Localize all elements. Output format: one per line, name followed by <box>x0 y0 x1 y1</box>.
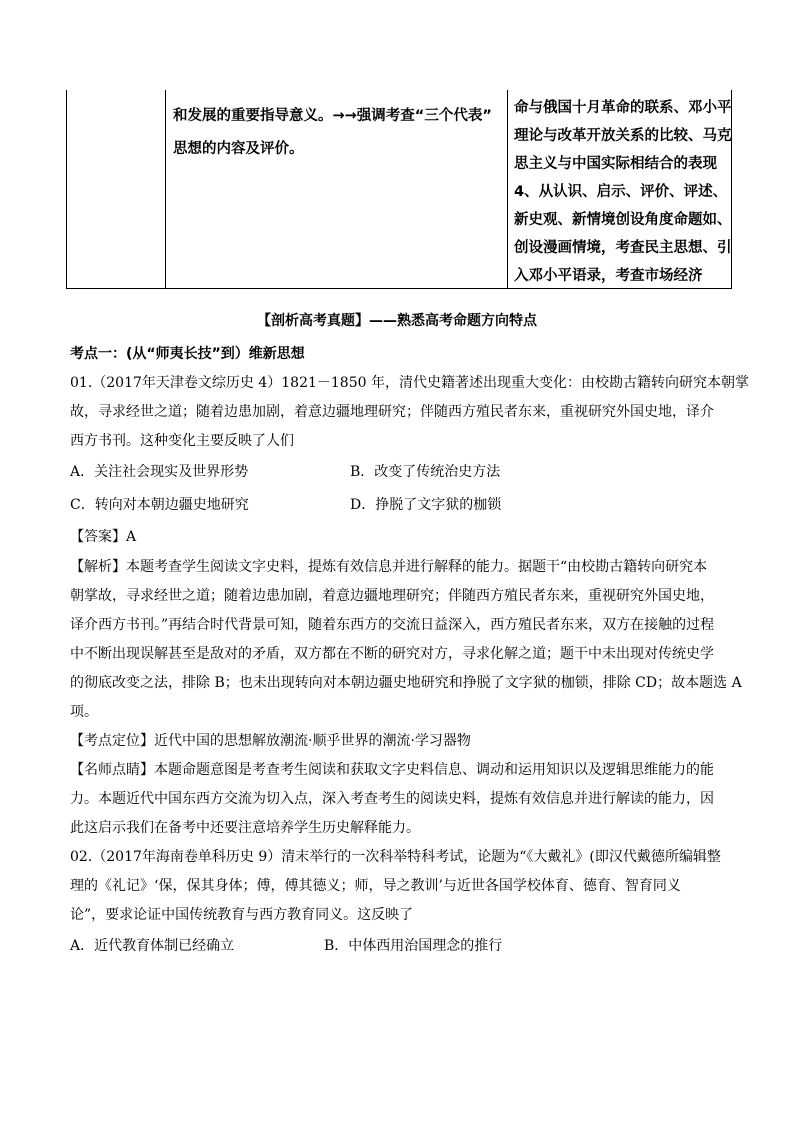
q1-options-row-1 <box>70 456 730 489</box>
q1-stem-line: 西方书刊。这种变化主要反映了人们 <box>70 433 294 449</box>
table-cell-line: 入邓小平语录，考查市场经济 <box>514 268 703 284</box>
q1-analysis-line: 译介西方书刊。”再结合时代背景可知，随着东西方的交流日益深入，西方殖民者东来，双方在接触的过程 <box>70 617 715 633</box>
table-cell-line: 新史观、新情境创设角度命题如、 <box>514 212 732 228</box>
table-cell-requirements <box>173 100 503 166</box>
table-cell-line: 和发展的重要指导意义。→→强调考查“三个代表” <box>173 108 492 124</box>
table-divider-1 <box>165 90 166 288</box>
q2-options-row-1 <box>70 930 730 963</box>
q1-answer: 【答案】A <box>70 529 137 545</box>
q1-options-row-2 <box>70 489 730 522</box>
section-heading: 【剖析高考真题】——熟悉高考命题方向特点 <box>257 313 537 329</box>
q1-stem-line: 故，寻求经世之道；随着边患加剧，着意边疆地理研究；伴随西方殖民者东来，重视研究外国史地，译介 <box>70 404 714 420</box>
table-divider-2 <box>507 90 508 288</box>
q1-analysis-line: 朝掌故，寻求经世之道；随着边患加剧，着意边疆地理研究；伴随西方殖民者东来，重视研究外国史地， <box>70 588 714 604</box>
q1-stem-line: 01.（2017年天津卷文综历史 4）1821－1850 年，清代史籍著述出现重大变化：由校勘古籍转向研究本朝掌 <box>70 375 749 391</box>
q1-option-c: C．转向对本朝边疆史地研究 <box>70 497 249 513</box>
table-cell-line: 4、从认识、启示、评价、评述、 <box>514 184 728 200</box>
table-cell-forecast <box>514 94 732 290</box>
q1-location: 【考点定位】近代中国的思想解放潮流·顺乎世界的潮流·学习器物 <box>70 733 471 749</box>
q2-option-a: A．近代教育体制已经确立 <box>70 938 235 954</box>
q1-analysis-line: 的彻底改变之法，排除 B；也未出现转向对本朝边疆史地研究和挣脱了文字狱的枷锁，排除 CD；故本题选 A <box>70 675 742 691</box>
q1-analysis-line: 【解析】本题考查学生阅读文字史料，提炼有效信息并进行解释的能力。据题干“由校勘古籍转向研究本 <box>70 559 708 575</box>
q2-stem-line: 论”，要求论证中国传统教育与西方教育同义。这反映了 <box>70 907 414 923</box>
q1-option-a: A．关注社会现实及世界形势 <box>70 464 249 480</box>
kaodian-title: 考点一：(从“师夷长技”到）维新思想 <box>70 346 305 362</box>
q1-comment-line: 此这启示我们在备考中还要注意培养学生历史解释能力。 <box>70 820 420 836</box>
question-block-1 <box>70 340 749 963</box>
q1-analysis-line: 项。 <box>70 704 98 720</box>
q1-analysis-line: 中不断出现误解甚至是敌对的矛盾，双方都在不断的研究对方，寻求化解之道；题干中未出现对传统史学 <box>70 646 714 662</box>
q2-option-b: B．中体西用治国理念的推行 <box>324 938 503 954</box>
q2-stem-line: 02.（2017年海南卷单科历史 9）清末举行的一次科举特科考试，论题为“《大戴礼》(即汉代戴德所编辑整 <box>70 849 721 865</box>
table-cell-line: 创设漫画情境，考查民主思想、引 <box>514 240 732 256</box>
q1-comment-line: 力。本题近代中国东西方交流为切入点，深入考查考生的阅读史料，提炼有效信息并进行解读的能力，因 <box>70 791 714 807</box>
table-cell-line: 思想的内容及评价。 <box>173 141 304 157</box>
table-cell-line: 命与俄国十月革命的联系、邓小平 <box>514 100 732 116</box>
q2-stem-line: 理的《礼记》‘保，保其身体；傅，傅其德义；师，导之教训’与近世各国学校体育、德育、智育同义 <box>70 878 681 894</box>
course-table <box>66 90 732 289</box>
table-cell-line: 思主义与中国实际相结合的表现 <box>514 156 717 172</box>
q1-option-d: D．挣脱了文字狱的枷锁 <box>350 497 502 513</box>
table-cell-line: 理论与改革开放关系的比较、马克 <box>514 128 732 144</box>
q1-comment-line: 【名师点睛】本题命题意图是考查考生阅读和获取文字史料信息、调动和运用知识以及逻辑思维能力的能 <box>70 762 714 778</box>
q1-option-b: B．改变了传统治史方法 <box>350 464 501 480</box>
